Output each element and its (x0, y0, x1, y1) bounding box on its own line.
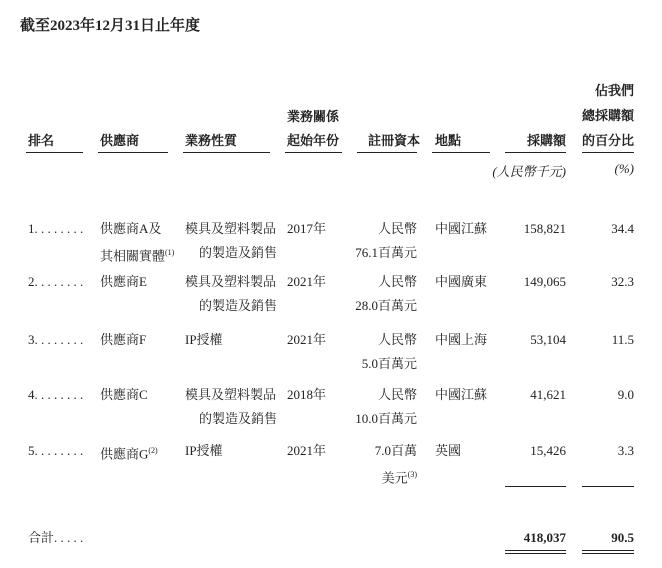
share-cell: 11.5 (611, 332, 634, 347)
capital-cell-line2: 76.1百萬元 (355, 245, 417, 260)
header-rank: 排名 (28, 133, 55, 148)
capital-cell-line2: 5.0百萬元 (361, 356, 417, 371)
capital-cell-line2 (340, 466, 417, 486)
header-share-line3: 的百分比 (581, 133, 634, 148)
year-cell: 2021年 (287, 443, 327, 458)
rank-cell: 3. . . . . . . . (28, 332, 84, 347)
business-cell-line2: 的製造及銷售 (199, 245, 278, 260)
capital-cell: 人民幣 (377, 332, 417, 347)
header-relationship-start-line2: 起始年份 (287, 133, 340, 148)
subtotal-rule-amount (505, 486, 566, 487)
header-rule-share (582, 152, 634, 153)
supplier-name: 供應商G (100, 446, 149, 462)
amount-cell: 149,065 (523, 274, 566, 289)
location-cell: 英國 (435, 443, 462, 458)
supplier-cell: 供應商A及 (100, 221, 162, 236)
location-cell: 中國江蘇 (435, 221, 488, 236)
year-cell: 2021年 (287, 274, 327, 289)
supplier-name: 其相關實體 (100, 248, 166, 264)
total-double-rule-amount-top (505, 550, 566, 551)
capital-text: 美元 (381, 470, 408, 486)
amount-cell: 15,426 (530, 443, 566, 458)
total-amount: 418,037 (523, 530, 566, 545)
header-rule-amount (505, 152, 566, 153)
share-cell: 9.0 (617, 387, 634, 402)
business-cell-line2: 的製造及銷售 (199, 411, 278, 426)
header-rule-supplier (98, 152, 168, 153)
total-label: 合計. . . . . (28, 530, 84, 545)
capital-cell: 人民幣 (377, 387, 417, 402)
unit-share: (%) (614, 161, 634, 176)
total-double-rule-share-top (582, 550, 634, 551)
header-rule-capital (357, 152, 417, 153)
supplier-cell-line2 (100, 244, 174, 264)
location-cell: 中國上海 (435, 332, 488, 347)
capital-cell: 7.0百萬 (374, 443, 417, 458)
amount-cell: 41,621 (530, 387, 566, 402)
footnote-ref: (3) (407, 470, 417, 479)
header-location: 地點 (435, 133, 462, 148)
location-cell: 中國江蘇 (435, 387, 488, 402)
share-cell: 3.3 (617, 443, 634, 458)
capital-cell: 人民幣 (377, 274, 417, 289)
header-rule-rank (26, 152, 83, 153)
header-rule-location (432, 152, 490, 153)
rank-cell: 2. . . . . . . . (28, 274, 84, 289)
total-double-rule-share-bottom (582, 553, 634, 554)
amount-cell: 53,104 (530, 332, 566, 347)
table-title: 截至2023年12月31日止年度 (20, 18, 201, 34)
amount-cell: 158,821 (523, 221, 566, 236)
supplier-cell: 供應商F (100, 332, 147, 347)
header-registered-capital: 註冊資本 (368, 133, 421, 148)
header-supplier: 供應商 (100, 133, 140, 148)
share-cell: 32.3 (611, 274, 634, 289)
subtotal-rule-share (582, 486, 634, 487)
capital-cell-line2: 28.0百萬元 (355, 298, 417, 313)
unit-purchase-amount: (人民幣千元) (492, 164, 566, 179)
year-cell: 2021年 (287, 332, 327, 347)
rank-cell: 1. . . . . . . . (28, 221, 84, 236)
total-share: 90.5 (611, 530, 634, 545)
business-cell-line2: 的製造及銷售 (199, 298, 278, 313)
footnote-ref: (2) (148, 446, 158, 455)
capital-cell-line2: 10.0百萬元 (355, 411, 417, 426)
year-cell: 2017年 (287, 221, 327, 236)
footnote-ref: (1) (165, 248, 175, 257)
location-cell: 中國廣東 (435, 274, 488, 289)
header-share-line1: 佔我們 (594, 83, 634, 98)
header-relationship-start-line1: 業務關係 (287, 109, 340, 124)
capital-cell: 人民幣 (377, 221, 417, 236)
year-cell: 2018年 (287, 387, 327, 402)
header-share-line2: 總採購額 (581, 108, 634, 123)
header-business-nature: 業務性質 (185, 133, 238, 148)
header-purchase-amount: 採購額 (526, 133, 566, 148)
business-cell: 模具及塑料製品 (185, 387, 277, 402)
supplier-cell (100, 442, 158, 462)
rank-cell: 4. . . . . . . . (28, 387, 84, 402)
supplier-cell: 供應商C (100, 387, 148, 402)
header-rule-business (183, 152, 270, 153)
header-rule-year (285, 152, 342, 153)
business-cell: 模具及塑料製品 (185, 274, 277, 289)
total-double-rule-amount-bottom (505, 553, 566, 554)
supplier-cell: 供應商E (100, 274, 147, 289)
business-cell: 模具及塑料製品 (185, 221, 277, 236)
share-cell: 34.4 (611, 221, 634, 236)
business-cell: IP授權 (185, 443, 223, 458)
rank-cell: 5. . . . . . . . (28, 443, 84, 458)
business-cell: IP授權 (185, 332, 223, 347)
